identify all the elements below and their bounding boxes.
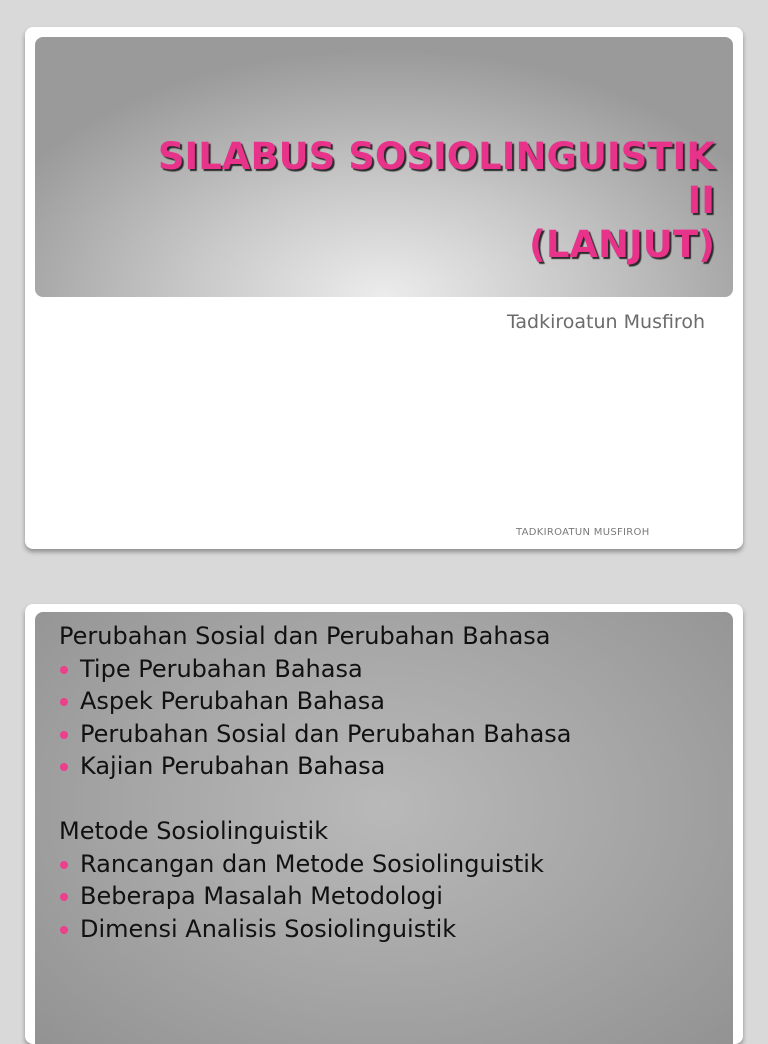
- section-heading: Perubahan Sosial dan Perubahan Bahasa: [59, 622, 551, 650]
- list-item-text: Beberapa Masalah Metodologi: [80, 882, 443, 910]
- content-slide: [25, 604, 743, 1044]
- bullet-icon: [60, 763, 68, 771]
- slide-content: [59, 620, 729, 945]
- title-line: SILABUS SOSIOLINGUISTIK: [157, 135, 715, 178]
- bullet-icon: [60, 698, 68, 706]
- bullet-list: [59, 848, 729, 946]
- list-item-text: Perubahan Sosial dan Perubahan Bahasa: [80, 719, 572, 748]
- list-item: [59, 913, 729, 946]
- list-item-text: Kajian Perubahan Bahasa: [80, 752, 386, 780]
- section-heading: Metode Sosiolinguistik: [59, 817, 329, 845]
- title-line: II: [687, 179, 715, 222]
- list-item: [59, 848, 729, 881]
- list-item: [59, 750, 729, 783]
- bullet-icon: [60, 731, 68, 739]
- list-item-text: Rancangan dan Metode Sosiolinguistik: [80, 849, 544, 878]
- title-line: (LANJUT): [528, 223, 715, 266]
- list-item: [59, 718, 729, 751]
- title-slide: [25, 27, 743, 549]
- bullet-icon: [60, 926, 68, 934]
- list-item-text: Aspek Perubahan Bahasa: [80, 687, 385, 715]
- bullet-list: [59, 653, 729, 783]
- list-item-text: Tipe Perubahan Bahasa: [80, 654, 363, 683]
- slide-footer: TADKIROATUN MUSFIROH: [516, 527, 650, 538]
- bullet-icon: [60, 666, 68, 674]
- slide-subtitle: Tadkiroatun Musfiroh: [506, 311, 705, 333]
- spacer: [59, 783, 729, 816]
- list-item-text: Dimensi Analisis Sosiolinguistik: [80, 914, 457, 943]
- list-item: [59, 685, 729, 718]
- list-item: [59, 880, 729, 913]
- list-item: [59, 653, 729, 686]
- bullet-icon: [60, 893, 68, 901]
- slide-title: [55, 135, 715, 267]
- bullet-icon: [60, 861, 68, 869]
